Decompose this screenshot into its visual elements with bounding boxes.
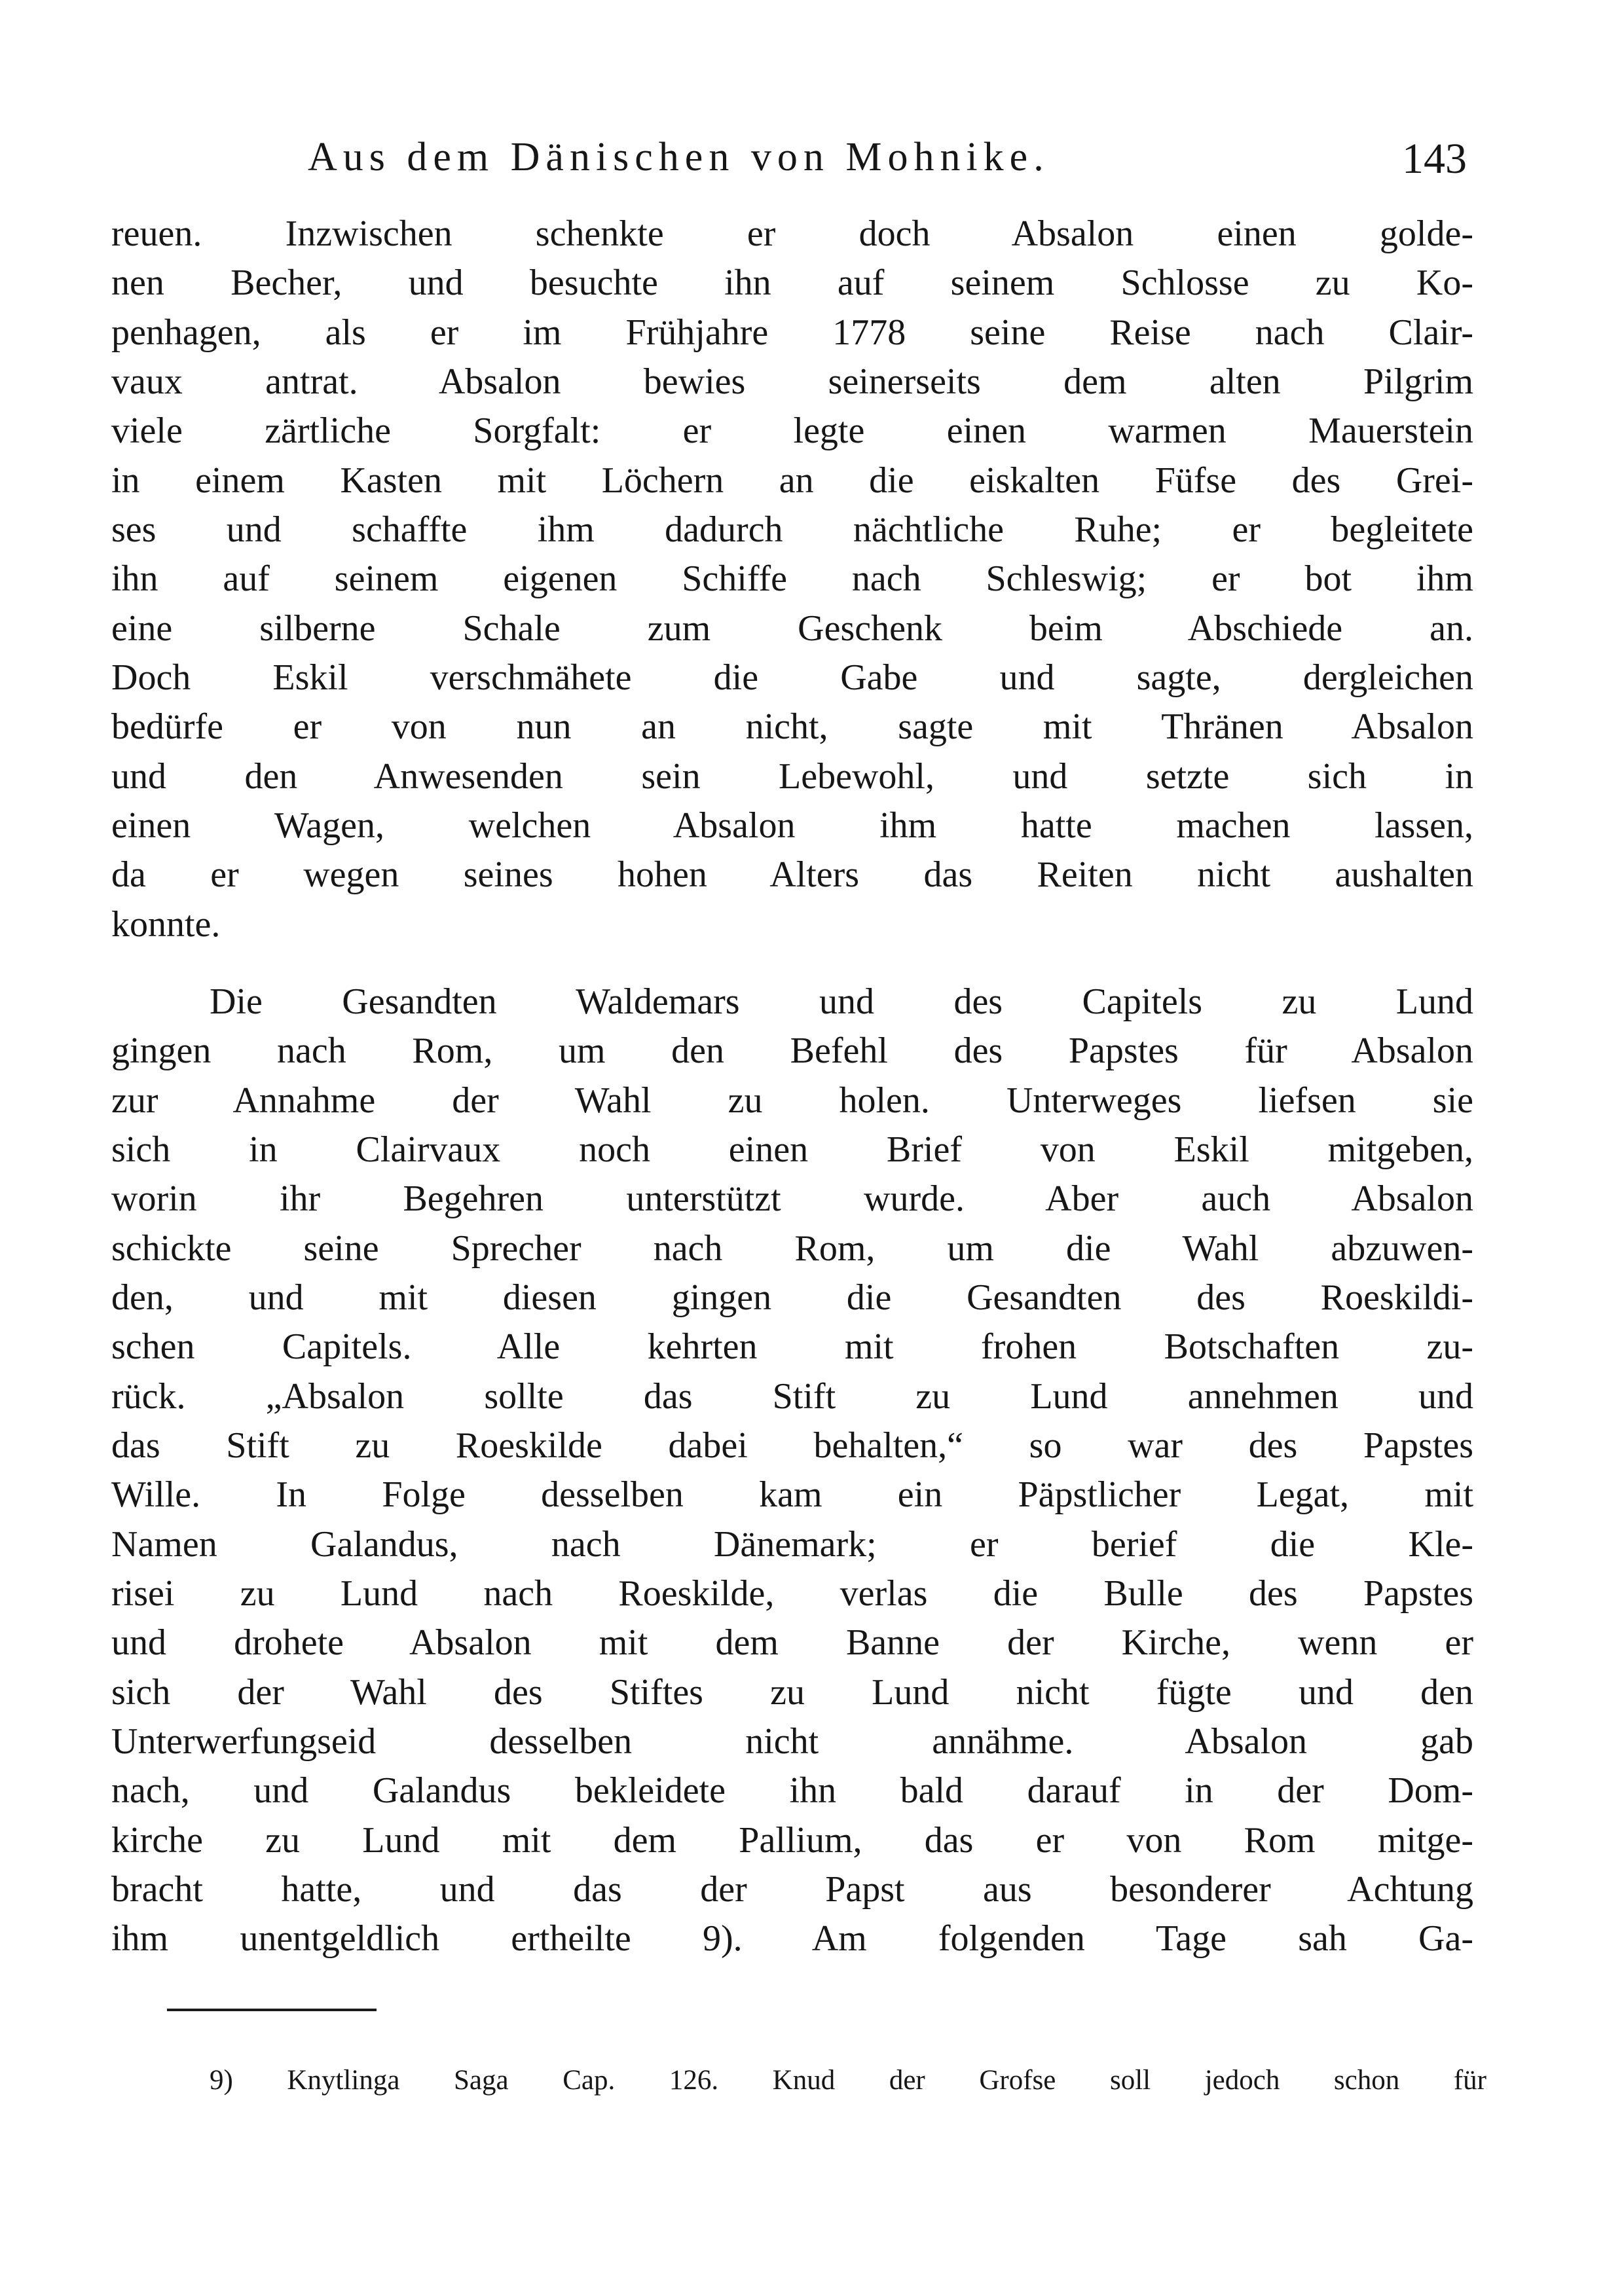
text-line: penhagen, als er im Frühjahre 1778 seine Reise nach Clair- <box>111 312 1473 353</box>
text-line: Die Gesandten Waldemars und des Capitels zu Lund <box>210 981 1473 1022</box>
text-line: und den Anwesenden sein Lebewohl, und setzte sich in <box>111 756 1473 797</box>
text-line: ihn auf seinem eigenen Schiffe nach Schleswig; er bot ihm <box>111 558 1473 599</box>
text-line: nen Becher, und besuchte ihn auf seinem Schlosse zu Ko- <box>111 263 1473 303</box>
text-line: konnte. <box>111 904 221 945</box>
text-line: das Stift zu Roeskilde dabei behalten,“ so war des Papstes <box>111 1425 1473 1466</box>
text-line: schickte seine Sprecher nach Rom, um die Wahl abzuwen- <box>111 1228 1473 1269</box>
text-line: bracht hatte, und das der Papst aus besonderer Achtung <box>111 1869 1473 1910</box>
running-title: Aus dem Dänischen von Mohnike. <box>308 135 1050 179</box>
text-line: den, und mit diesen gingen die Gesandten des Roeskildi- <box>111 1277 1473 1318</box>
text-line: kirche zu Lund mit dem Pallium, das er von Rom mitge- <box>111 1820 1473 1861</box>
text-line: ses und schaffte ihm dadurch nächtliche Ruhe; er begleitete <box>111 509 1473 550</box>
text-line: viele zärtliche Sorgfalt: er legte einen warmen Mauerstein <box>111 410 1473 451</box>
text-line: und drohete Absalon mit dem Banne der Kirche, wenn er <box>111 1622 1473 1663</box>
text-line: risei zu Lund nach Roeskilde, verlas die Bulle des Papstes <box>111 1573 1473 1614</box>
footnote: 9) Knytlinga Saga Cap. 126. Knud der Grofse soll jedoch schon für <box>210 2065 1486 2096</box>
text-line: Unterwerfungseid desselben nicht annähme. Absalon gab <box>111 1721 1473 1762</box>
text-line: reuen. Inzwischen schenkte er doch Absalon einen golde- <box>111 213 1473 254</box>
text-line: worin ihr Begehren unterstützt wurde. Aber auch Absalon <box>111 1178 1473 1219</box>
text-line: sich der Wahl des Stiftes zu Lund nicht fügte und den <box>111 1672 1473 1713</box>
text-line: zur Annahme der Wahl zu holen. Unterweges liefsen sie <box>111 1080 1473 1121</box>
text-line: nach, und Galandus bekleidete ihn bald darauf in der Dom- <box>111 1770 1473 1811</box>
text-line: vaux antrat. Absalon bewies seinerseits dem alten Pilgrim <box>111 361 1473 402</box>
text-line: eine silberne Schale zum Geschenk beim Abschiede an. <box>111 608 1473 649</box>
text-line: Wille. In Folge desselben kam ein Päpstlicher Legat, mit <box>111 1474 1473 1515</box>
text-line: bedürfe er von nun an nicht, sagte mit Thränen Absalon <box>111 706 1473 747</box>
text-line: da er wegen seines hohen Alters das Reiten nicht aushalten <box>111 854 1473 895</box>
text-line: einen Wagen, welchen Absalon ihm hatte machen lassen, <box>111 805 1473 846</box>
page-number: 143 <box>1402 135 1467 183</box>
page-header <box>308 134 1467 193</box>
text-line: sich in Clairvaux noch einen Brief von Eskil mitgeben, <box>111 1129 1473 1170</box>
text-line: Doch Eskil verschmähete die Gabe und sagte, dergleichen <box>111 657 1473 698</box>
text-line: ihm unentgeldlich ertheilte 9). Am folgenden Tage sah Ga- <box>111 1918 1473 1959</box>
text-line: gingen nach Rom, um den Befehl des Papstes für Absalon <box>111 1030 1473 1071</box>
text-line: schen Capitels. Alle kehrten mit frohen Botschaften zu- <box>111 1326 1473 1367</box>
footnote-separator <box>167 2009 377 2011</box>
text-line: Namen Galandus, nach Dänemark; er berief die Kle- <box>111 1524 1473 1565</box>
text-line: rück. „Absalon sollte das Stift zu Lund annehmen und <box>111 1376 1473 1417</box>
text-line: in einem Kasten mit Löchern an die eiskalten Füfse des Grei- <box>111 460 1473 501</box>
